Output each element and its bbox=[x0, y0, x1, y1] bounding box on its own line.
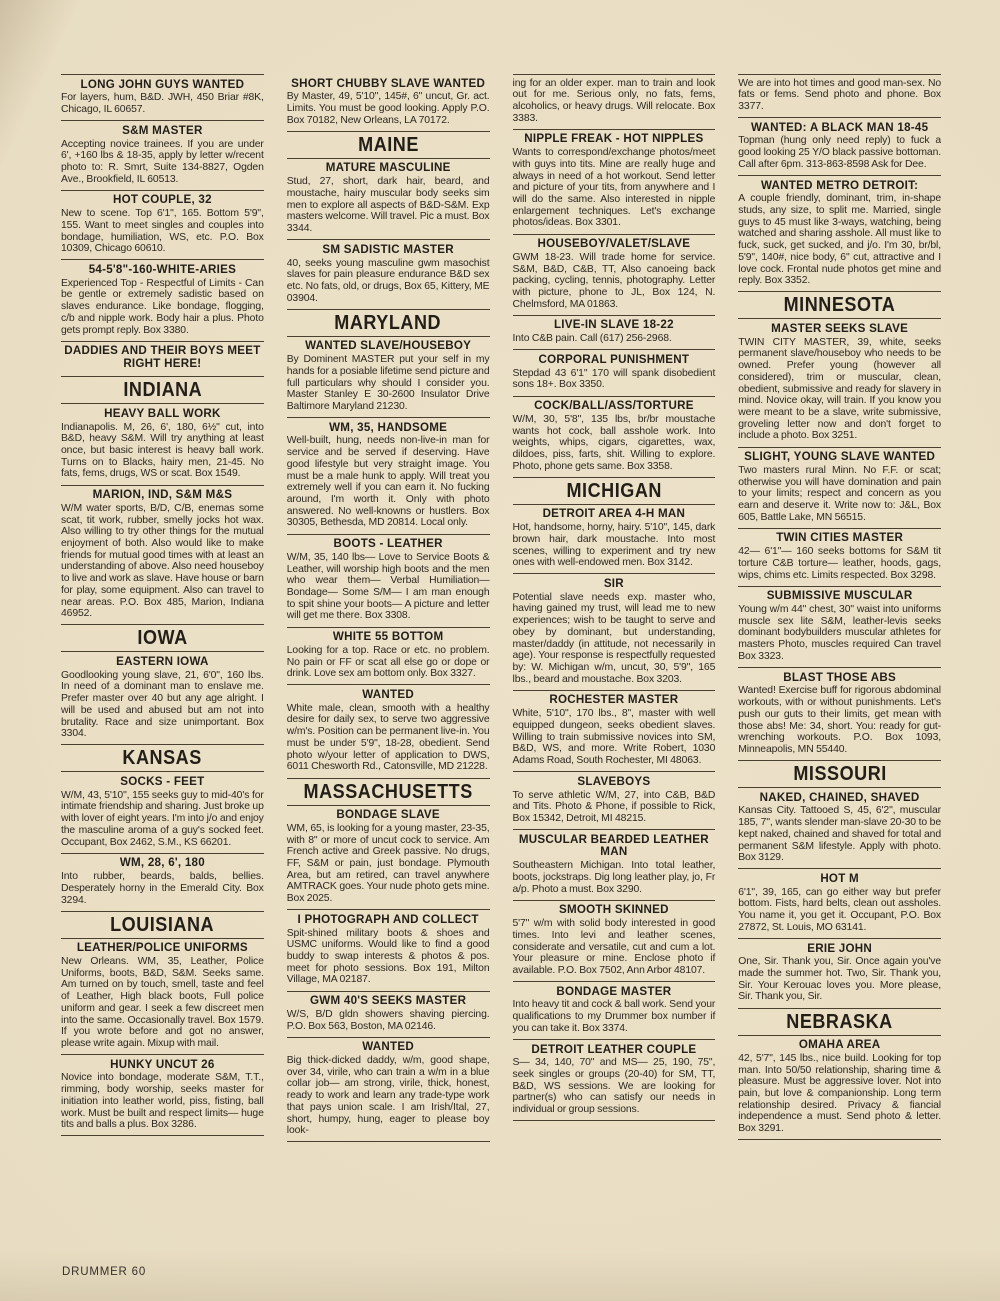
state-header bbox=[738, 761, 941, 788]
ad-body: Southeastern Michigan. Into total leather, boots, jockstraps. Dig long leather play, jo, Fr a/p. Photo a must. Box 3290. bbox=[512, 860, 716, 895]
classified-ad bbox=[287, 159, 490, 240]
ad-body: For layers, hum, B&D. JWH, 450 Briar #8K, Chicago, IL 60657. bbox=[61, 92, 264, 115]
ad-body: Goodlooking young slave, 21, 6'0", 160 lbs. In need of a dominant man to enslave me. Prefer master over 40 but any age alright. I will be used and abused but am not into brutality. Race and size unimportant. Box 3304. bbox=[61, 669, 264, 740]
ad-title: BOOTS - LEATHER bbox=[333, 537, 443, 551]
ad-body: WM, 65, is looking for a young master, 23-35, with 8" or more of uncut cock to service. Am French active and Greek passive. No drugs, FF, S&M or pain, just bondage. Plymouth Area, but am retired, can travel anywhere AMTRACK goes. Your nude photo gets mine. Box 2025. bbox=[286, 822, 490, 905]
classified-ad bbox=[287, 628, 490, 686]
ad-body: Well-built, hung, needs non-live-in man for service and be served if deserving. Have good lifestyle but very straight image. You must be a male hunk to apply. Will treat you extremely well if you can earn it. No fucking around, I'm worth it. Only with photo answered. No well-knowns or hustlers. Box 30305, Bethesda, MD 20814. Local only. bbox=[286, 435, 490, 529]
ad-body: Indianapolis. M, 26, 6', 180, 6½" cut, into B&D, heavy S&M. Will try anything at least once, but basic interest is heavy ball work. Turns on to Blacks, hairy men, 21-45. No fats, fems, drugs, WS or scat. Box 1549. bbox=[61, 421, 264, 480]
classified-ad bbox=[61, 342, 264, 378]
ad-body: Into rubber, beards, balds, bellies. Desperately horny in the Emerald City. Box 3294. bbox=[61, 871, 264, 906]
ad-title: WM, 35, HANDSOME bbox=[329, 420, 448, 434]
classified-ad bbox=[287, 1038, 490, 1143]
ad-title: DETROIT LEATHER COUPLE bbox=[531, 1042, 697, 1056]
classified-ad bbox=[738, 1036, 941, 1141]
classified-ad bbox=[287, 910, 490, 991]
classified-ad bbox=[61, 121, 264, 191]
state-header bbox=[61, 377, 264, 404]
ad-body: Big thick-dicked daddy, w/m, good shape, over 34, virile, who can train a w/m in a blue collar job— am strong, virile, thick, honest, ready to work and learn any trade-type work that pays union scale. I am Irish/Ital, 27, short, humpy, hung, eager to please boy look- bbox=[286, 1055, 490, 1137]
ad-title: WANTED bbox=[362, 1040, 414, 1054]
ad-body: Wants to correspond/exchange photos/meet with guys into tits. Mine are really huge and always in need of a hot workout. Send letter and picture of your tits, from anywhere and I will do the same. Also interested in nipple enlargement techniques. Let's exchange photos/ideas. Box 3301. bbox=[512, 147, 716, 229]
classified-ad bbox=[513, 316, 716, 351]
classified-ad-continuation bbox=[513, 75, 716, 130]
state-header bbox=[287, 779, 490, 806]
ad-title: WANTED: A BLACK MAN 18-45 bbox=[750, 120, 929, 134]
classified-ad bbox=[513, 1040, 716, 1121]
ad-title: SMOOTH SKINNED bbox=[558, 903, 669, 917]
state-name: MASSACHUSETTS bbox=[303, 779, 473, 803]
state-name: MICHIGAN bbox=[566, 478, 662, 502]
ad-body: ing for an older exper. man to train and look out for me. Serious only, no fats, fems, alcoholics, or heavy drugs. Will relocate. Box 3383. bbox=[512, 77, 716, 124]
ad-title: ERIE JOHN bbox=[807, 941, 872, 955]
ad-title: NAKED, CHAINED, SHAVED bbox=[759, 790, 920, 804]
ad-title: BLAST THOSE ABS bbox=[783, 670, 897, 684]
ad-body: By Dominent MASTER put your self in my hands for a posiable lifetime send picture and full particulars why should I consider you. Master Stanley E 30-2600 Insulator Drive Baltimore Maryland 21230. bbox=[286, 354, 490, 412]
ad-title: HOUSEBOY/VALET/SLAVE bbox=[537, 237, 691, 251]
ad-body: GWM 18-23. Will trade home for service. S&M, B&D, C&B, TT, Also canoeing back packing, cycling, tennis, photography. Letter with picture, phone to JL, Box 124, N. Chelmsford, MA 01863. bbox=[512, 251, 716, 310]
ad-body: New to scene. Top 6'1", 165. Bottom 5'9", 155. Want to meet singles and couples into bondage, humiliation, WS, etc. P.O. Box 10309, Chicago 60610. bbox=[61, 208, 264, 255]
ad-body: W/M, 35, 140 lbs— Love to Service Boots & Leather, will worship high boots and the men who wear them— Verbal Humiliation— Bondage— Some S/M— I am man enough to spit shine your boots— A picture and letter will get me there. Box 3308. bbox=[286, 551, 490, 622]
ad-title: 54-5'8"-160-WHITE-ARIES bbox=[88, 262, 237, 276]
classified-ad bbox=[61, 191, 264, 261]
state-header bbox=[738, 1009, 941, 1036]
ad-title: EASTERN IOWA bbox=[116, 654, 209, 668]
state-name: NEBRASKA bbox=[786, 1009, 893, 1033]
classified-ad bbox=[513, 235, 716, 316]
state-name: MARYLAND bbox=[334, 310, 442, 334]
ad-title: BONDAGE MASTER bbox=[556, 984, 672, 998]
state-header bbox=[61, 745, 264, 772]
classifieds-column bbox=[738, 74, 941, 1266]
classified-ad bbox=[61, 404, 264, 485]
ad-title: MUSCULAR BEARDED LEATHER MAN bbox=[518, 832, 709, 859]
classified-ad bbox=[513, 350, 716, 396]
ad-body: W/M water sports, B/D, C/B, enemas some scat, tit work, rubber, smelly jocks hot wax. Also willing to try other things for the mutual enjoyment of both. Also would like to make friends for mutual good times with at least an understanding of above. Also need houseboy to live and work as slave. Have house or barn for play, some equipment. Also can travel to near areas. P.O. Box 485, Marion, Indiana 46952. bbox=[61, 502, 264, 620]
classified-ad bbox=[738, 319, 941, 447]
state-name: MISSOURI bbox=[792, 762, 887, 786]
ad-title: LEATHER/POLICE UNIFORMS bbox=[76, 941, 248, 955]
classifieds-column bbox=[61, 74, 264, 1266]
ad-body: Kansas City. Tattooed S, 45, 6'2", muscular 185, 7", wants slender man-slave 20-30 to be kept naked, chained and shaved for total and permanent S&M lifestyle. Apply with photo. Box 3129. bbox=[738, 805, 941, 864]
state-name: IOWA bbox=[137, 626, 188, 650]
ad-title: HOT COUPLE, 32 bbox=[112, 193, 212, 207]
ad-body: 40, seeks young masculine gwm masochist slaves for pain pleasure endurance B&D sex etc. No fats, old, or drugs, Box 65, Kittery, ME 03904. bbox=[286, 257, 490, 304]
classified-ad bbox=[61, 652, 264, 745]
ad-body: Novice into bondage, moderate S&M, T.T., rimming, body worship, seeks master for initiation into leather world, piss, fisting, ball work. Must be built and respect limits— huge tits and balls a plus. Box 3286. bbox=[61, 1072, 264, 1131]
ad-body: To serve athletic W/M, 27, into C&B, B&D and Tits. Photo & Phone, if possible to Rick, Box 15342, Detroit, MI 48215. bbox=[512, 789, 716, 824]
state-name: MINNESOTA bbox=[783, 293, 896, 317]
ad-body: 42, 5'7", 145 lbs., nice build. Looking for top man. Into 50/50 relationship, sharing time & pleasure. Must be aggressive lover. Not into pain, but love & companionship. Long term relationship desired. Privacy & fiancial independence a must. Send photo & letter. Box 3291. bbox=[738, 1052, 941, 1135]
ad-title: ROCHESTER MASTER bbox=[549, 693, 679, 707]
classified-ad bbox=[61, 486, 264, 626]
page-footer: DRUMMER 60 bbox=[62, 1266, 147, 1278]
ad-body: White, 5'10", 170 lbs., 8", master with well equipped dungeon, seeks obedient slaves. Willing to train submissive novices into SM, B&D, WS, and more. Write Robert, 1030 Adams Road, South Rochester, MI 48063. bbox=[512, 708, 716, 766]
ad-body: Into heavy tit and cock & ball work. Send your qualifications to my Drummer box number if you can take it. Box 3374. bbox=[512, 999, 716, 1034]
classified-ad bbox=[287, 74, 490, 132]
ad-body: One, Sir. Thank you, Sir. Once again you've made the summer hot. Two, Sir. Thank you, Sir. Your Kerouac loves you. More please, Sir. Thank you, Sir. bbox=[738, 956, 941, 1003]
classified-ad bbox=[738, 869, 941, 939]
ad-title: SLIGHT, YOUNG SLAVE WANTED bbox=[744, 450, 936, 464]
ad-body: Stud, 27, short, dark hair, beard, and moustache, hairy muscular body seeks sim men to explore all aspects of B&D-S&M. Exp masters welcome. Will travel. Pic a must. Box 3344. bbox=[286, 176, 490, 235]
classified-ad bbox=[513, 772, 716, 830]
classifieds-columns bbox=[61, 74, 941, 1266]
ad-body: W/M, 30, 5'8", 135 lbs, br/br moustache wants hot cock, ball asshole work. Into weights, whips, cigars, cigarettes, wax, dildoes, piss, farts, shit. Willing to explore. Photo, phone gets same. Box 3358. bbox=[512, 413, 716, 472]
ad-title: HUNKY UNCUT 26 bbox=[110, 1057, 215, 1071]
ad-title: I PHOTOGRAPH AND COLLECT bbox=[297, 912, 479, 926]
ad-body: W/S, B/D gldn showers shaving piercing. P.O. Box 563, Boston, MA 02146. bbox=[286, 1008, 490, 1032]
ad-body: Stepdad 43 6'1" 170 will spank disobedient sons 18+. Box 3350. bbox=[512, 367, 716, 391]
state-header bbox=[287, 132, 490, 159]
ad-body: 6'1", 39, 165, can go either way but prefer bottom. Fists, hard belts, clean out assholes. You name it, you get it. Occupant, P.O. Box 27872, St. Louis, MO 63141. bbox=[738, 886, 941, 933]
ad-title: WHITE 55 BOTTOM bbox=[332, 630, 444, 644]
classified-ad bbox=[61, 854, 264, 912]
ad-title: WANTED bbox=[362, 687, 414, 701]
classified-ad bbox=[513, 574, 716, 690]
ad-body: Into C&B pain. Call (617) 256-2968. bbox=[512, 333, 672, 345]
classified-ad bbox=[513, 982, 716, 1040]
ad-body: Experienced Top - Respectful of Limits - Can be gentle or extremely sadistic based on slaves endurance. Like bondage, flogging, c/b and nipple work. Body hair a plus. Photo gets prompt reply. Box 3380. bbox=[61, 277, 264, 336]
classified-ad bbox=[513, 830, 716, 901]
ad-title: WANTED SLAVE/HOUSEBOY bbox=[305, 339, 472, 353]
ad-title: DADDIES AND THEIR BOYS MEET RIGHT HERE! bbox=[64, 344, 261, 371]
state-header bbox=[61, 912, 264, 939]
classified-ad bbox=[61, 1055, 264, 1136]
classified-ad bbox=[738, 788, 941, 869]
classified-ad bbox=[738, 668, 941, 761]
ad-title: LONG JOHN GUYS WANTED bbox=[80, 77, 245, 91]
ad-title: MATURE MASCULINE bbox=[325, 161, 451, 175]
state-name: KANSAS bbox=[122, 746, 203, 770]
classified-ad bbox=[61, 939, 264, 1055]
ad-body: We are into hot times and good man-sex. No fats or fems. Send photo and phone. Box 3377. bbox=[738, 77, 941, 112]
ad-title: LIVE-IN SLAVE 18-22 bbox=[553, 318, 674, 332]
ad-body: Potential slave needs exp. master who, having gained my trust, will lead me to new experiences; wish to be taught to serve and obey by dominant, but understanding, master/daddy (in attitude, not necessarily in age). Your response is respectfully requested by: W. Michigan w/m, uncut, 30, 5'9", 165 lbs., beard and moustache. Box 3203. bbox=[512, 591, 716, 685]
classified-ad bbox=[61, 772, 264, 853]
classified-ad bbox=[287, 337, 490, 418]
classified-ad bbox=[61, 75, 264, 121]
ad-body: By Master, 49, 5'10", 145#, 6" uncut, Gr. act. Limits. You must be good looking. Apply P.O. Box 70182, New Orleans, LA 70172. bbox=[286, 91, 490, 126]
classifieds-column bbox=[287, 74, 490, 1266]
ad-title: CORPORAL PUNISHMENT bbox=[538, 352, 690, 366]
ad-body: TWIN CITY MASTER, 39, white, seeks permanent slave/houseboy who needs to be owned. Prefer young (however all considered), trim or muscular, clean, obedient, submissive and ready for slavery in mind. Novice okay, will train. If you know you were meant to be a slave, write submissive, groveling letter now and don't forget to include a photo. Box 3251. bbox=[738, 336, 941, 442]
ad-title: S&M MASTER bbox=[122, 123, 203, 137]
ad-body: S— 34, 140, 70" and MS— 25, 190, 75", seek singles or groups (20-40) for SM, TT, B&D, WS sessions. We are looking for partner(s) who can satisfy our needs in individual or group sessions. bbox=[512, 1057, 716, 1116]
ad-body: White male, clean, smooth with a healthy desire for daily sex, to serve two aggressive w/m's. Position can be permanent live-in. You must be under 5'9", 18-28, obedient. Send photo w/your letter of application to DWS, 6011 Chesworth Rd., Catonsville, MD 21228. bbox=[286, 702, 490, 773]
classified-ad bbox=[513, 691, 716, 772]
ad-title: WANTED METRO DETROIT: bbox=[761, 178, 919, 192]
ad-title: SLAVEBOYS bbox=[577, 774, 651, 788]
classifieds-column bbox=[513, 74, 716, 1266]
classified-ad bbox=[287, 685, 490, 778]
state-name: LOUISIANA bbox=[110, 912, 215, 936]
ad-body: Two masters rural Minn. No F.F. or scat; otherwise you will have domination and pain to your limits; respect and concern as you earn and deserve it. Write now to: J&L, Box 605, Battle Lake, MN 56515. bbox=[738, 464, 941, 523]
classified-ad bbox=[287, 992, 490, 1038]
state-header bbox=[61, 625, 264, 652]
state-header bbox=[513, 478, 716, 505]
state-header bbox=[287, 310, 490, 337]
ad-body: Looking for a top. Race or etc. no problem. No pain or FF or scat all else go or dope or drink. Love sex am bottom only. Box 3327. bbox=[286, 644, 490, 680]
ad-body: Spit-shined military boots & shoes and USMC uniforms. Would like to find a good buddy to swap interests & photos & pos. meet for photo sessions. Box 191, Milton Village, MA 02187. bbox=[286, 927, 490, 986]
ad-title: COCK/BALL/ASS/TORTURE bbox=[534, 399, 694, 413]
state-name: MAINE bbox=[357, 132, 419, 156]
ad-body: 42— 6'1"— 160 seeks bottoms for S&M tit torture C&B torture— leather, hoods, gags, wips, chims etc. Limits respected. Box 3298. bbox=[738, 546, 941, 581]
classified-ad bbox=[287, 806, 490, 911]
ad-body: Wanted! Exercise buff for rigorous abdominal workouts, with or without punishments. Let's push our guts to their limits, get mean with those abs! Me: 34, short. You: ready for gut-wrenching workouts. P.O. Box 1093, Minneapolis, MN 55440. bbox=[738, 685, 941, 755]
state-name: INDIANA bbox=[122, 378, 202, 402]
ad-title: SOCKS - FEET bbox=[120, 774, 205, 788]
ad-body: Young w/m 44" chest, 30" waist into uniforms muscle sex lite S&M, leather-levis seeks dominant bodybuilders muscular athletes for masters Photo, muscles required Can travel Box 3323. bbox=[738, 604, 941, 662]
ad-title: BONDAGE SLAVE bbox=[336, 808, 440, 821]
classified-ad bbox=[287, 240, 490, 310]
classified-ad bbox=[738, 118, 941, 176]
ad-body: New Orleans. WM, 35, Leather, Police Uniforms, boots, B&D, S&M. Seeks same. Am turned on by touch, smell, taste and feel of Leather, High black boots, Full police uniform and gear. I seek a few discreet men into the same. Occasionally travel. Box 1579. If you wrote before and got no answer, please write again. Mixup with mail. bbox=[61, 956, 264, 1049]
ad-body: Hot, handsome, horny, hairy. 5'10", 145, dark brown hair, dark moustache. Into most scenes, willing to experiment and try new ones with well-endowed men. Box 3142. bbox=[512, 522, 716, 569]
ad-title: OMAHA AREA bbox=[798, 1038, 881, 1052]
classified-ad bbox=[513, 505, 716, 575]
ad-title: SIR bbox=[603, 576, 624, 590]
ad-body: Accepting novice trainees. If you are under 6', +160 lbs & 18-35, apply by letter w/recent photo to: R. Smrt, Suite 134-8827, Ogden Ave., Brookfield, IL 60513. bbox=[61, 138, 264, 185]
classified-ad bbox=[513, 397, 716, 478]
ad-body: Topman (hung only need reply) to fuck a good looking 25 Y/O black passive bottoman. Call after 6pm. 313-863-8598 Ask for Dee. bbox=[738, 135, 941, 170]
classified-ad bbox=[61, 260, 264, 341]
classified-ad bbox=[738, 176, 941, 292]
ad-title: HEAVY BALL WORK bbox=[104, 406, 221, 420]
classified-ad-continuation bbox=[738, 75, 941, 118]
ad-title: GWM 40'S SEEKS MASTER bbox=[310, 994, 467, 1008]
classified-ad bbox=[738, 529, 941, 587]
classified-ad bbox=[513, 901, 716, 982]
ad-body: 5'7" w/m with solid body interested in good times. Into levi and leather scenes, considerate and versatile, cut and cum a lot. Your pleasure or mine. Enclose photo if available. P.O. Box 7502, Ann Arbor 48107. bbox=[512, 918, 716, 976]
ad-title: MARION, IND, S&M M&S bbox=[92, 488, 233, 502]
classified-ad bbox=[287, 418, 490, 534]
classified-ad bbox=[513, 130, 716, 235]
ad-body: A couple friendly, dominant, trim, in-shape studs, any size, to split me. Married, single guys to 45 must like 3-ways, watching, being watched and sharing asshole. All must like to fuck, suck, get sucked, and j/o. I'm 30, br/bl, 5'9", 140#, nice body, 6" cut, attractive and I love cock. Frontal nude photos get mine and reply. Box 3352. bbox=[738, 193, 941, 287]
classified-ad bbox=[287, 535, 490, 628]
ad-body: W/M, 43, 5'10", 155 seeks guy to mid-40's for intimate friendship and sharing. Just broke up with lover of eight years. I'm into j/o and enjoy the masculine aroma of a guy's socked feet. Occupant, Box 2462, S.M., KS 66201. bbox=[61, 789, 264, 848]
ad-title: TWIN CITIES MASTER bbox=[776, 531, 904, 545]
classified-ad bbox=[738, 939, 941, 1009]
ad-title: NIPPLE FREAK - HOT NIPPLES bbox=[524, 132, 704, 146]
ad-title: HOT M bbox=[820, 871, 859, 885]
classified-ad bbox=[738, 587, 941, 668]
ad-title: SHORT CHUBBY SLAVE WANTED bbox=[291, 76, 486, 90]
ad-title: MASTER SEEKS SLAVE bbox=[771, 321, 909, 335]
ad-title: SUBMISSIVE MUSCULAR bbox=[766, 589, 913, 603]
ad-title: WM, 28, 6', 180 bbox=[119, 856, 205, 870]
state-header bbox=[738, 292, 941, 319]
classified-ad bbox=[738, 448, 941, 529]
ad-title: DETROIT AREA 4-H MAN bbox=[542, 507, 686, 521]
ad-title: SM SADISTIC MASTER bbox=[322, 242, 454, 256]
